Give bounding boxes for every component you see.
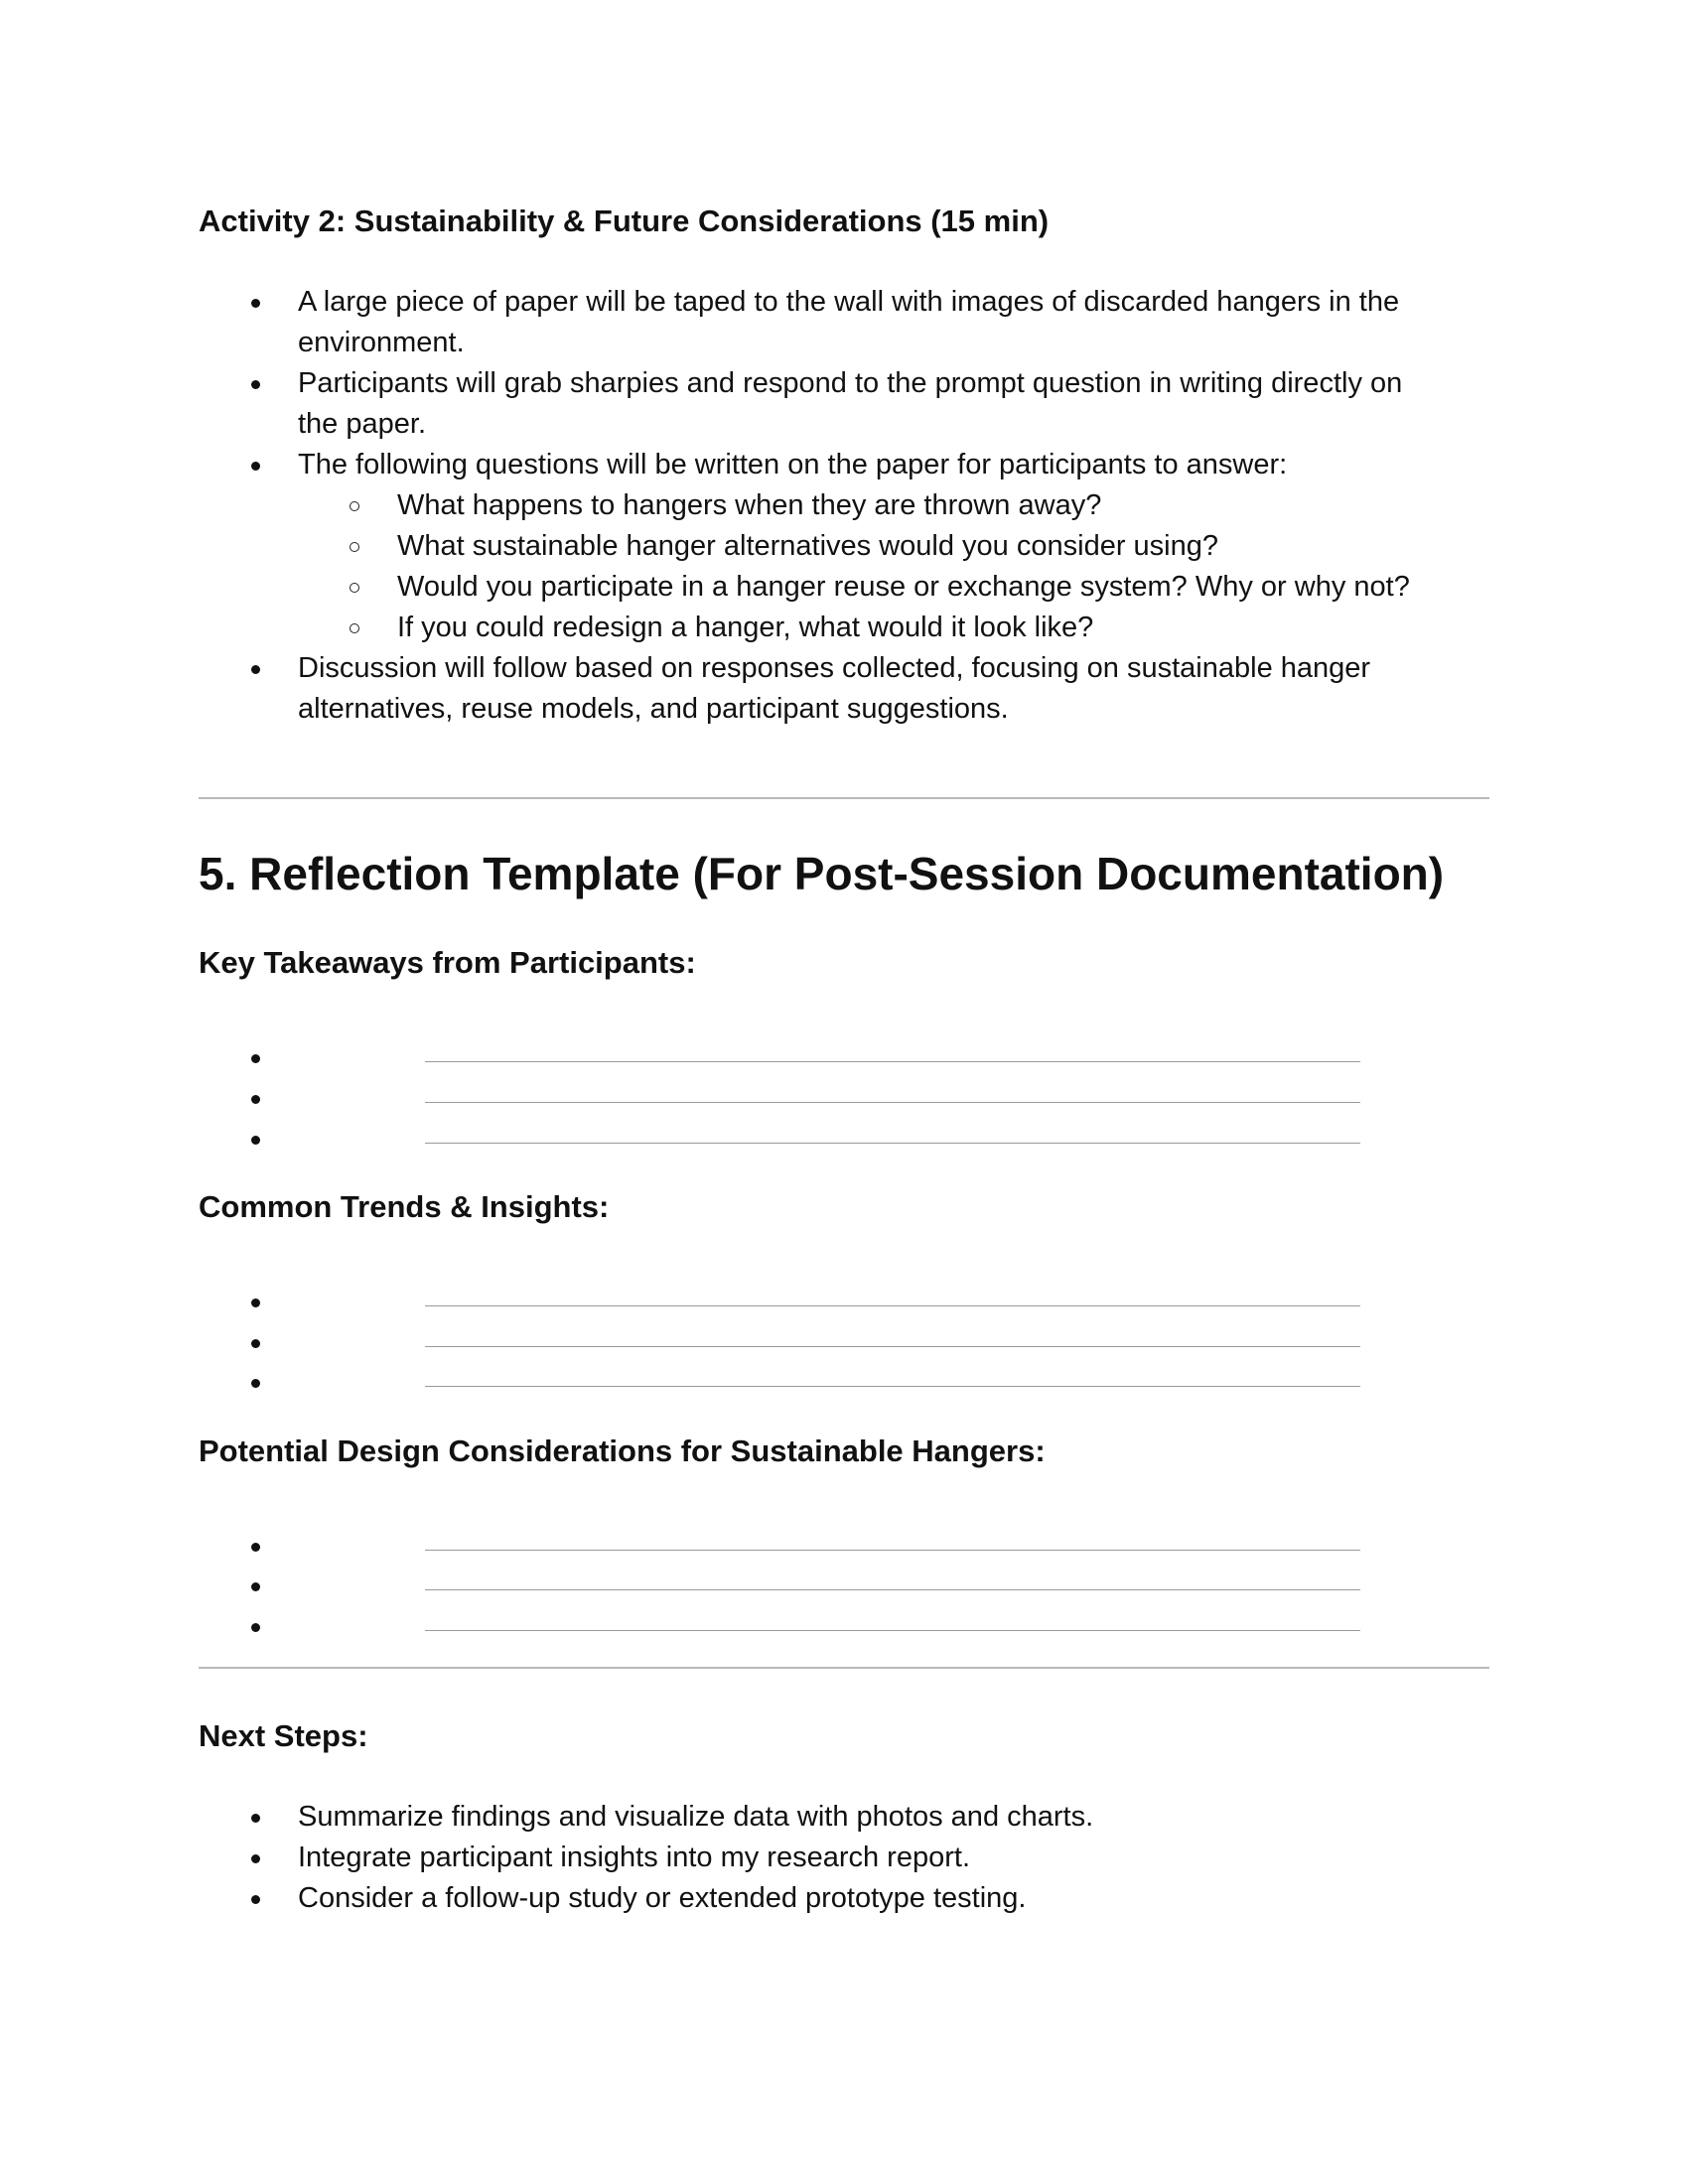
takeaway-blank[interactable] <box>199 1079 1360 1120</box>
activity2-list <box>199 282 1450 730</box>
next-step-item: Summarize findings and visualize data with photos and charts. <box>199 1797 1450 1838</box>
activity2-bullet: A large piece of paper will be taped to the wall with images of discarded hangers in the environment. <box>199 282 1450 363</box>
write-line <box>425 1061 1360 1062</box>
activity2-bullet: Discussion will follow based on responses collected, focusing on sustainable hanger alternatives, reuse models, and participant suggestions. <box>199 648 1450 730</box>
design-blank[interactable] <box>199 1607 1360 1648</box>
takeaways-heading: Key Takeaways from Participants: <box>199 945 696 980</box>
write-line <box>425 1550 1360 1551</box>
takeaway-blank[interactable] <box>199 1120 1360 1160</box>
takeaway-blank[interactable] <box>199 1038 1360 1079</box>
bullet-dot <box>251 1582 260 1591</box>
write-line <box>425 1346 1360 1347</box>
activity2-heading: Activity 2: Sustainability & Future Considerations (15 min) <box>199 204 1050 238</box>
trend-blank[interactable] <box>199 1323 1360 1364</box>
question-list <box>298 485 1450 648</box>
bullet-dot <box>251 1543 260 1552</box>
trends-heading: Common Trends & Insights: <box>199 1189 610 1224</box>
activity2-bullet <box>199 445 1450 648</box>
write-line <box>425 1589 1360 1590</box>
bullet-dot <box>251 1095 260 1104</box>
design-blank[interactable] <box>199 1567 1360 1607</box>
next-step-item: Integrate participant insights into my research report. <box>199 1838 1450 1878</box>
write-line <box>425 1386 1360 1387</box>
bullet-dot <box>251 1379 260 1388</box>
question-item: What happens to hangers when they are thrown away? <box>298 485 1450 526</box>
next-steps-heading: Next Steps: <box>199 1718 368 1753</box>
section-divider <box>199 1667 1489 1669</box>
bullet-dot <box>251 1298 260 1307</box>
next-step-item: Consider a follow-up study or extended prototype testing. <box>199 1878 1450 1919</box>
question-item: Would you participate in a hanger reuse or exchange system? Why or why not? <box>298 567 1450 608</box>
activity2-bullet: Participants will grab sharpies and respond to the prompt question in writing directly on the paper. <box>199 363 1450 445</box>
write-line <box>425 1630 1360 1631</box>
question-item: If you could redesign a hanger, what would it look like? <box>298 608 1450 648</box>
bullet-dot <box>251 1054 260 1063</box>
bullet-dot <box>251 1136 260 1145</box>
reflection-heading: 5. Reflection Template (For Post-Session Documentation) <box>199 848 1445 899</box>
activity2-bullet-text: The following questions will be written on the paper for participants to answer: <box>298 449 1288 480</box>
next-steps-list <box>199 1797 1450 1919</box>
trend-blank[interactable] <box>199 1283 1360 1323</box>
section-divider <box>199 797 1489 799</box>
bullet-dot <box>251 1623 260 1632</box>
write-line <box>425 1102 1360 1103</box>
bullet-dot <box>251 1339 260 1348</box>
design-considerations-heading: Potential Design Considerations for Sustainable Hangers: <box>199 1433 1046 1468</box>
design-blank[interactable] <box>199 1527 1360 1568</box>
question-item: What sustainable hanger alternatives would you consider using? <box>298 526 1450 567</box>
write-line <box>425 1305 1360 1306</box>
trend-blank[interactable] <box>199 1363 1360 1404</box>
write-line <box>425 1143 1360 1144</box>
